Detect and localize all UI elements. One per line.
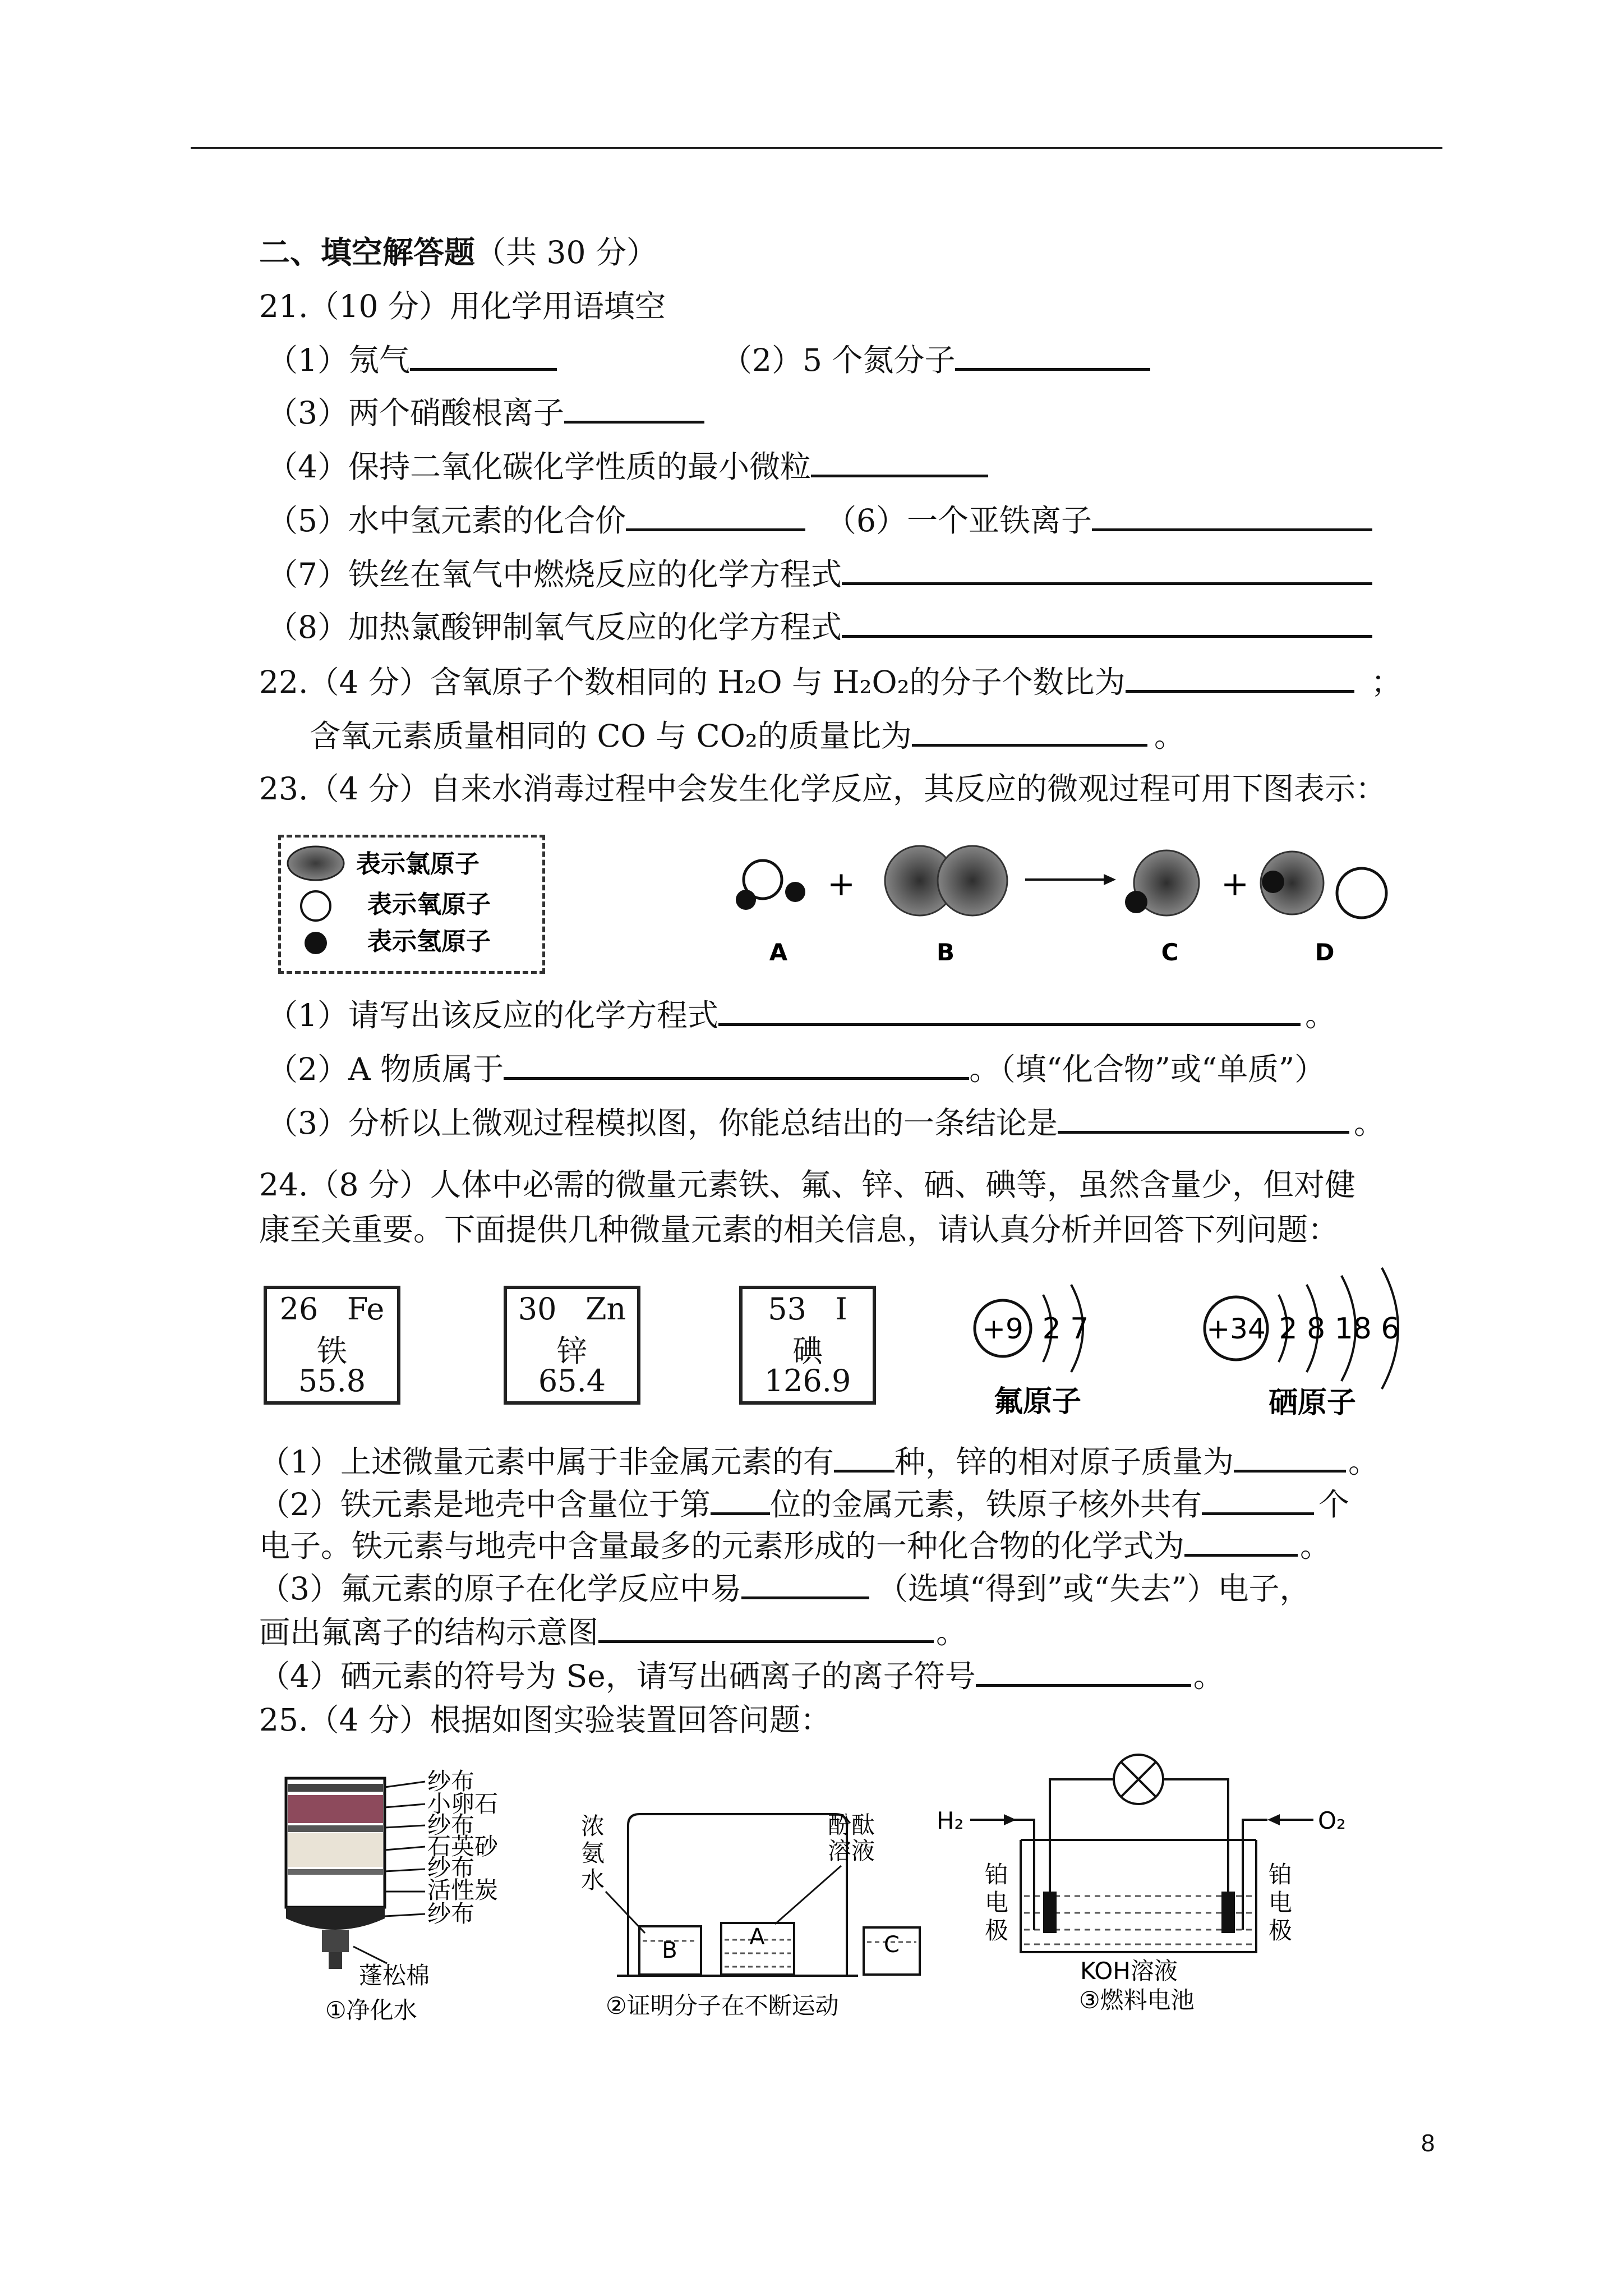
answer-blank[interactable]: [711, 1484, 770, 1515]
fig1-caption: ①净化水: [325, 1996, 417, 2024]
answer-blank[interactable]: [1202, 1484, 1314, 1515]
layer-label: 小卵石: [427, 1790, 499, 1818]
selenium-atom-diagram: [1195, 1262, 1464, 1436]
label-b: B: [936, 938, 955, 966]
element-card-fe: [264, 1286, 400, 1405]
answer-blank[interactable]: [912, 716, 1147, 747]
layer-label: 纱布: [427, 1768, 475, 1795]
layer-label: 纱布: [427, 1811, 475, 1839]
q24-sub-3-cont: 画出氟离子的结构示意图 。: [259, 1612, 967, 1653]
electrode-right: [1221, 1892, 1235, 1933]
label-d: D: [1315, 938, 1335, 966]
q23-legend-box: [278, 835, 545, 974]
h2-label: H₂: [937, 1807, 964, 1834]
beaker-label: C: [884, 1932, 900, 1958]
phenolphthalein-label: 溶液: [828, 1837, 875, 1865]
q24-sub-2-cont: 电子。铁元素与地壳中含量最多的元素形成的一种化合物的化学式为 。: [259, 1526, 1331, 1566]
answer-blank[interactable]: [598, 1612, 934, 1643]
koh-label: KOH溶液: [1080, 1957, 1178, 1985]
legend-oxygen: 表示氧原子: [367, 890, 491, 919]
selenium-shells: 2 8 18 6: [1279, 1312, 1400, 1346]
answer-blank[interactable]: [1184, 1526, 1298, 1557]
hydrogen-atom-icon: [305, 932, 327, 954]
plus-sign: +: [1220, 864, 1249, 904]
molecule-d: [1261, 852, 1386, 918]
section-score: （共 30 分）: [475, 234, 657, 270]
electrode-left: [1043, 1892, 1057, 1933]
molecule-b: [885, 846, 1007, 915]
electrode-label: 电: [1269, 1889, 1293, 1916]
q21-item-5: （5）水中氢元素的化合价: [267, 500, 805, 541]
fluorine-shells: 2 7: [1042, 1312, 1089, 1346]
q21-item-3: （3）两个硝酸根离子: [267, 393, 704, 433]
legend-hydrogen: 表示氢原子: [367, 927, 491, 956]
q21-stem: 21.（10 分）用化学用语填空: [259, 288, 666, 324]
answer-blank[interactable]: [976, 1656, 1191, 1687]
arrow-head-icon: [1104, 874, 1116, 885]
answer-blank[interactable]: [741, 1568, 869, 1599]
answer-blank[interactable]: [1058, 1103, 1349, 1134]
electrode-label: 铂: [985, 1861, 1009, 1888]
ammonia-label: 水: [581, 1866, 605, 1894]
fluorine-caption: 氟原子: [993, 1385, 1082, 1419]
element-mass: 65.4: [538, 1363, 606, 1398]
q24-sub-4: （4）硒元素的符号为 Se，请写出硒离子的离子符号 。: [259, 1656, 1224, 1696]
sand-layer: [288, 1833, 383, 1867]
ammonia-label: 浓: [581, 1812, 605, 1840]
answer-blank[interactable]: [842, 607, 1372, 638]
section-heading: [259, 232, 657, 273]
element-name: 铁: [317, 1333, 347, 1369]
element-mass: 126.9: [764, 1363, 851, 1398]
arrow-right-icon: [1004, 1814, 1016, 1825]
water-purifier-diagram: [275, 1767, 544, 2025]
selenium-caption: 硒原子: [1268, 1386, 1357, 1420]
element-number-symbol: 53 I: [768, 1291, 847, 1327]
selenium-nucleus: +34: [1206, 1313, 1266, 1345]
q23-sub-1: （1）请写出该反应的化学方程式 。: [267, 995, 1336, 1036]
answer-blank[interactable]: [811, 447, 988, 477]
fluorine-atom-diagram: [965, 1272, 1200, 1435]
fig3-caption: ③燃料电池: [1079, 1986, 1195, 2014]
label-a: A: [769, 938, 788, 966]
electrode-label: 电: [985, 1889, 1009, 1916]
q25-stem: 25.（4 分）根据如图实验装置回答问题：: [259, 1702, 831, 1738]
beaker-label: B: [662, 1938, 677, 1963]
element-number-symbol: 26 Fe: [279, 1291, 385, 1327]
answer-blank[interactable]: [1234, 1442, 1346, 1473]
q23-stem: 23.（4 分）自来水消毒过程中会发生化学反应，其反应的微观过程可用下图表示：: [259, 771, 1386, 807]
q23-reaction-diagram: [729, 839, 1413, 974]
header-rule: [191, 147, 1442, 149]
answer-blank[interactable]: [834, 1442, 895, 1473]
answer-blank[interactable]: [410, 340, 557, 371]
legend-chlorine: 表示氯原子: [356, 850, 479, 878]
q21-item-2: （2）5 个氮分子: [721, 340, 1150, 380]
answer-blank[interactable]: [626, 500, 805, 531]
pebble-layer: [288, 1795, 383, 1823]
oxygen-atom-icon: [301, 891, 330, 921]
q21-item-4: （4）保持二氧化碳化学性质的最小微粒: [267, 447, 988, 487]
plus-sign: +: [827, 864, 856, 904]
fluorine-nucleus: +9: [982, 1313, 1023, 1345]
layer-label: 纱布: [427, 1854, 475, 1881]
q23-sub-2: （2）A 物质属于 。（填“化合物”或“单质”）: [267, 1049, 1325, 1089]
answer-blank[interactable]: [1092, 500, 1372, 531]
element-number-symbol: 30 Zn: [518, 1291, 626, 1327]
answer-blank[interactable]: [842, 554, 1372, 585]
answer-blank[interactable]: [1126, 662, 1354, 693]
o2-label: O₂: [1318, 1807, 1346, 1834]
answer-blank[interactable]: [504, 1049, 969, 1080]
section-title: 二、填空解答题: [259, 234, 476, 270]
q24-line-2: 康至关重要。下面提供几种微量元素的相关信息，请认真分析并回答下列问题：: [259, 1212, 1339, 1248]
fig2-caption: ②证明分子在不断运动: [606, 1992, 839, 2019]
layer-label: 纱布: [427, 1900, 475, 1927]
element-card-zn: [504, 1286, 640, 1405]
answer-blank[interactable]: [718, 995, 1301, 1026]
element-mass: 55.8: [298, 1363, 366, 1398]
molecule-motion-diagram: [572, 1789, 931, 2025]
q22-line-2: 含氧元素质量相同的 CO 与 CO₂的质量比为 。: [310, 716, 1185, 756]
q24-line-1: 24.（8 分）人体中必需的微量元素铁、氟、锌、硒、碘等，虽然含量少，但对健: [259, 1167, 1355, 1203]
phenolphthalein-label: 酚酞: [828, 1811, 875, 1839]
element-name: 碘: [792, 1333, 823, 1369]
q23-sub-3: （3）分析以上微观过程模拟图，你能总结出的一条结论是 。: [267, 1103, 1385, 1143]
element-name: 锌: [557, 1333, 587, 1369]
q21-item-8: （8）加热氯酸钾制氧气反应的化学方程式: [267, 607, 1372, 647]
molecule-c: [1125, 850, 1199, 915]
q22-line-1: 22.（4 分）含氧原子个数相同的 H₂O 与 H₂O₂的分子个数比为 ；: [259, 662, 1402, 702]
beaker-label: A: [749, 1924, 765, 1950]
q23-legend-svg: [281, 838, 542, 971]
q24-sub-1: （1）上述微量元素中属于非金属元素的有 种，锌的相对原子质量为 。: [259, 1442, 1379, 1482]
answer-blank[interactable]: [955, 340, 1150, 371]
fuel-cell-diagram: [931, 1750, 1436, 2025]
q21-item-7: （7）铁丝在氧气中燃烧反应的化学方程式: [267, 554, 1372, 595]
electrode-label: 极: [985, 1917, 1009, 1944]
q21-item-1: （1）氖气: [267, 340, 557, 380]
arrow-left-icon: [1267, 1814, 1280, 1825]
layer-label: 蓬松棉: [359, 1962, 430, 1989]
element-card-i: [739, 1286, 876, 1405]
q21-item-6: （6）一个亚铁离子: [826, 500, 1372, 541]
carbon-layer: [286, 1907, 385, 1930]
ammonia-label: 氨: [581, 1839, 605, 1867]
label-c: C: [1161, 938, 1179, 966]
layer-label: 石英砂: [427, 1833, 499, 1860]
electrode-label: 铂: [1269, 1861, 1293, 1888]
answer-blank[interactable]: [564, 393, 704, 424]
page-number: 8: [1421, 2129, 1435, 2157]
electrode-label: 极: [1269, 1917, 1293, 1944]
q24-sub-2: （2）铁元素是地壳中含量位于第 位的金属元素，铁原子核外共有 个: [259, 1484, 1349, 1525]
chlorine-atom-icon: [288, 846, 344, 880]
q24-sub-3: （3）氟元素的原子在化学反应中易 （选填“得到”或“失去”）电子，: [259, 1568, 1310, 1609]
layer-label: 活性炭: [427, 1876, 499, 1904]
molecule-a: [736, 861, 805, 910]
